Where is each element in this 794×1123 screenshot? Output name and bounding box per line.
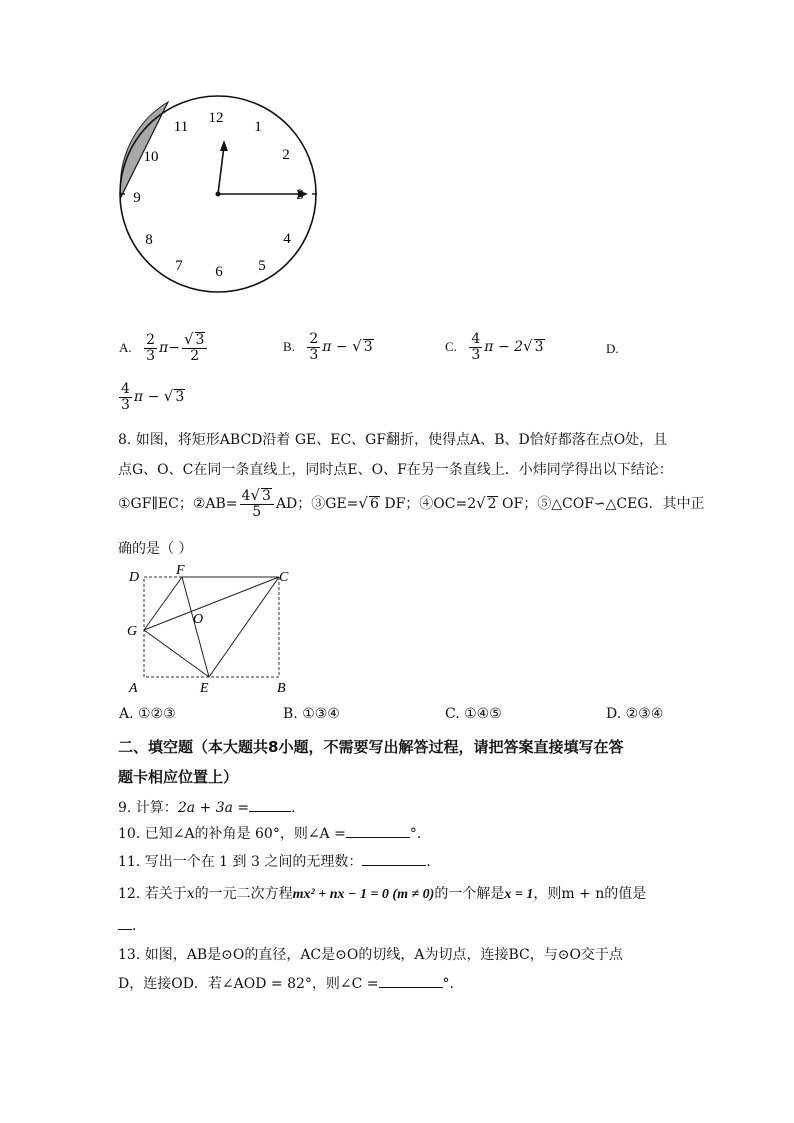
q8-line2: 点G、O、C在同一条直线上，同时点E、O、F在另一条直线上．小炜同学得出以下结论： xyxy=(118,462,673,478)
q8-option-b: B. ①③④ xyxy=(283,706,340,722)
label-b: B xyxy=(277,681,286,696)
label-d: D xyxy=(129,570,140,585)
q8-line3: ①GF∥EC；②AB= $\frac{4√ 3}{5}$ AD；③GE=√ 6 DF；④OC=2√ 2 OF；⑤△COF∽△CEG．其中正 xyxy=(118,486,705,521)
q7-option-a: A. $\frac{2}{3}$ π− $\frac{√ 3}{2}$ xyxy=(119,332,209,364)
clock-number-9: 9 xyxy=(133,190,141,206)
hour-hand-arrow xyxy=(220,140,228,151)
section2-title-line1: 二、填空题（本大题共8小题，不需要写出解答过程，请把答案直接填写在答 xyxy=(118,738,624,756)
q12-line2: ． xyxy=(118,915,146,935)
q11-answer-blank[interactable] xyxy=(362,853,426,866)
q7-option-b: B. $\frac{2}{3}$ π − √ 3 xyxy=(283,331,373,363)
label-a: A xyxy=(129,681,138,696)
q9: 9. 计算：2a + 3a = ． xyxy=(118,800,306,816)
label-o: O xyxy=(193,612,204,627)
q13-answer-blank[interactable] xyxy=(379,975,443,988)
q9-answer-blank[interactable] xyxy=(249,799,291,812)
q8-option-c: C. ①④⑤ xyxy=(445,706,502,722)
q12-line1: 12. 若关于x的一元二次方程mx² + nx − 1 = 0 (m ≠ 0)的一个解是x = 1，则m + n的值是 xyxy=(118,886,647,902)
section2-title-line2: 题卡相应位置上） xyxy=(118,768,239,786)
q12-answer-blank[interactable] xyxy=(118,917,132,930)
label-f: F xyxy=(176,565,185,578)
label-e: E xyxy=(200,681,209,696)
clock-number-2: 2 xyxy=(282,147,290,163)
q13-line1: 13. 如图，AB是⊙O的直径，AC是⊙O的切线，A为切点，连接BC，与⊙O交于点 xyxy=(118,947,623,963)
q7-option-d: $\frac{4}{3}$ π − √ 3 xyxy=(121,381,185,413)
clock-number-7: 7 xyxy=(175,258,183,274)
line-gc xyxy=(144,577,279,630)
line-ec xyxy=(209,577,279,677)
clock-number-8: 8 xyxy=(145,232,153,248)
q10-answer-blank[interactable] xyxy=(346,825,410,838)
hour-hand xyxy=(218,146,224,194)
clock-number-11: 11 xyxy=(173,119,189,135)
clock-number-5: 5 xyxy=(258,258,266,274)
q13-line2: D，连接OD．若∠AOD = 82°，则∠C = °． xyxy=(118,976,464,992)
clock-figure xyxy=(112,90,327,305)
rectangle-abcd xyxy=(144,577,279,677)
q8-option-a: A. ①②③ xyxy=(119,706,176,722)
label-g: G xyxy=(127,624,138,639)
clock-number-12: 12 xyxy=(208,110,224,126)
q7-option-d-label: D. xyxy=(606,341,619,356)
clock-number-6: 6 xyxy=(215,264,223,280)
clock-center xyxy=(216,192,221,197)
q8-line1: 8. 如图，将矩形ABCD沿着 GE、EC、GF翻折，使得点A、B、D恰好都落在点O处，且 xyxy=(118,432,668,448)
rectangle-fold-figure xyxy=(122,565,302,697)
line-fe xyxy=(182,577,209,677)
clock-number-3: 3 xyxy=(296,187,304,203)
clock-number-4: 4 xyxy=(283,231,291,247)
label-c: C xyxy=(279,570,289,585)
q11: 11. 写出一个在 1 到 3 之间的无理数： ． xyxy=(118,854,441,870)
q7-option-c: C. $\frac{4}{3}$ π − 2√ 3 xyxy=(445,331,544,363)
q8-option-d: D. ②③④ xyxy=(606,706,664,722)
q8-line4: 确的是（ ） xyxy=(118,541,193,557)
clock-number-1: 1 xyxy=(254,119,262,135)
q10: 10. 已知∠A的补角是 60°，则∠A = °． xyxy=(118,826,431,842)
clock-number-10: 10 xyxy=(143,149,159,165)
line-ge xyxy=(144,630,209,677)
